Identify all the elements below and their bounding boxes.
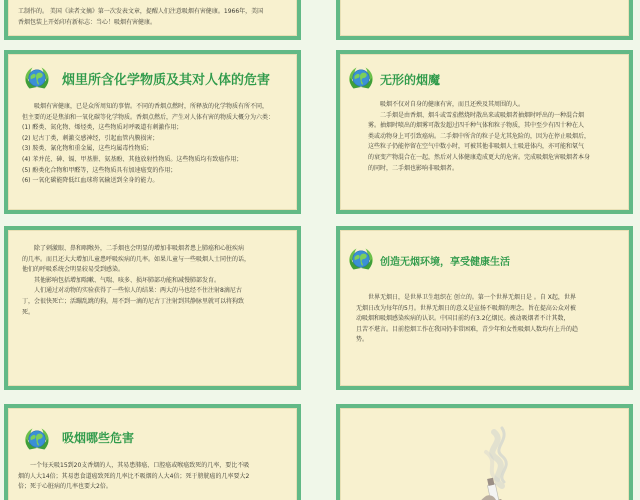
slide-title: 烟里所含化学物质及其对人体的危害: [62, 73, 271, 88]
slide-smoke-free-environment[interactable]: [336, 226, 633, 390]
body-line: 工制作的。 美国《读者文摘》第一次发表文章，提醒人们注意吸烟有害健康。1966年，美国: [18, 8, 264, 15]
body-line: 的衰变产物混合在一起，然后对人体健康造成更大的危害。完成吸烟危害吸烟者本身: [368, 153, 591, 161]
body-line: 一个每天吸15到20支香烟的人，其易患肺癌、口腔癌或喉癌致死的几率，要比不吸: [30, 462, 250, 469]
globe-icon: [346, 63, 376, 93]
slide-body-text: [368, 100, 626, 174]
body-line: 二手烟是由香烟、烟斗或雪茄燃烧时散出来或吸烟者抽烟时呼出的一种混合烟: [380, 111, 585, 119]
globe-icon: [22, 424, 52, 454]
body-line: 的几率。而且还大大增加儿童患呼吸疾病的几率。如果儿童与一些吸烟人士同住的话，: [22, 255, 251, 263]
body-line: (3) 胺类、氰化物和重金属，这些均属毒性物质；: [22, 145, 153, 153]
body-line: 人们通过对动物的实验获得了一些惊人的结果：两大的马也经不住注射8滴尼古: [34, 287, 242, 295]
globe-icon: [346, 244, 376, 274]
hand-cigarette-smoke-icon: [440, 422, 550, 500]
slide-smoking-harms[interactable]: [4, 404, 301, 500]
body-line: 吸烟不仅对自身的健康有害，而且还殃及其周围的人。: [380, 101, 525, 108]
body-line: 香烟包装上开始印有新标志：当心！吸烟有害健康。: [18, 18, 157, 26]
body-line: 世界无烟日，是世界卫生组织在 创立的。第一个世界无烟日是 。自 X起，世界: [368, 294, 576, 301]
body-line: 无烟日改为每年的5月。世界无烟日的意义是宣扬不吸烟的理念。旨在提高公众对被: [356, 304, 576, 312]
body-line: 势。: [356, 336, 369, 344]
slide-inner-border: [340, 0, 629, 36]
slide-cigarette-illustration[interactable]: [336, 404, 633, 500]
slide-body-text: [22, 244, 298, 318]
body-line: 类或动物身上可引致癌病。二手烟中所含的粒子是尤其危险的，因为在停止吸烟后，: [368, 132, 591, 140]
slide-smoking-history[interactable]: [4, 0, 301, 40]
slide-body-text: [356, 293, 618, 346]
slide-invisible-smoke-demon[interactable]: [336, 50, 633, 214]
body-line: 倍；死于心脏病的几率也要大2倍。: [18, 483, 112, 491]
body-line: 其他影响包括增加喘嗽、气喘、咳多、损坏肺部功能和减慢肺部发育。: [34, 276, 221, 284]
body-line: 的同时，二手烟也影响非吸烟者。: [368, 164, 459, 172]
slide-blank-top-right[interactable]: [336, 0, 633, 40]
body-line: 他们的呼吸系统会明显较易受到感染。: [22, 266, 125, 274]
body-line: 且苦不堪言。目前控烟工作在我国仍非常困难，青少年和女性吸烟人数均有上升的趋: [356, 325, 579, 333]
body-line: 吸烟有害健康，已是众所周知的事情。不同的香烟点燃时，所释放的化学物质有所不同，: [34, 103, 269, 110]
body-line: 烟的人大14倍；其易患食道癌致死的几率比不吸烟的人大4倍；死于膀胱癌的几率要大2: [18, 472, 250, 480]
slide-chemical-substances[interactable]: [4, 50, 301, 214]
slide-body-text: [22, 102, 294, 187]
slide-body-text: [18, 7, 298, 28]
body-line: (4) 苯并芘、砷、镉、甲基肼、氨基酚、其他放射性物质。这些物质均有致癌作用；: [22, 155, 243, 163]
body-line: 死。: [22, 308, 35, 316]
body-line: 雾。抽烟时喷出的烟雾可散发超过四千种气体和粒子物质，其中至少有四十种在人: [368, 122, 585, 130]
body-line: 这些粒子仍能停留在空气中数小时，可被其他非吸烟人士吸进体内，亦可能和氡气: [368, 143, 585, 151]
body-line: (1) 醛类、氮化物、烯烃类，这些物质对呼吸道有刺激作用；: [22, 124, 183, 132]
body-line: (2) 尼古丁类，刺激交感神经，引起血管内膜损害；: [22, 134, 159, 142]
body-line: (6) 一氧化碳能降低红血球将氧输送到全身的能力。: [22, 177, 159, 185]
slide-title: 创造无烟环境，享受健康生活: [380, 257, 510, 268]
body-line: (5) 酚类化合物和甲醛等，这些物质具有加速癌变的作用；: [22, 166, 177, 174]
slide-body-text: [18, 461, 301, 493]
globe-icon: [22, 63, 52, 93]
body-line: 动吸烟和吸烟感染疾病的认识。中国目前约有3.2亿烟民。被动吸烟者不计其数，: [356, 315, 570, 323]
body-line: 除了刺激眼、鼻和咽喉外，二手烟也会明显的增加非吸烟者患上肺癌和心脏疾病: [34, 245, 245, 252]
body-line: 丁，会很快死亡；活蹦乱跳的狗，用不到一滴的尼古丁注射到其静脉里就可以将狗致: [22, 297, 245, 305]
body-line: 但主要的还是焦油和一氧化碳等化学物质。香烟点燃后，产生对人体有害的物质大概分为六类：: [22, 113, 275, 121]
slide-secondhand-smoke-effects[interactable]: [4, 226, 301, 390]
slide-title: 无形的烟魔: [380, 73, 441, 87]
slide-title: 吸烟哪些危害: [62, 431, 135, 445]
